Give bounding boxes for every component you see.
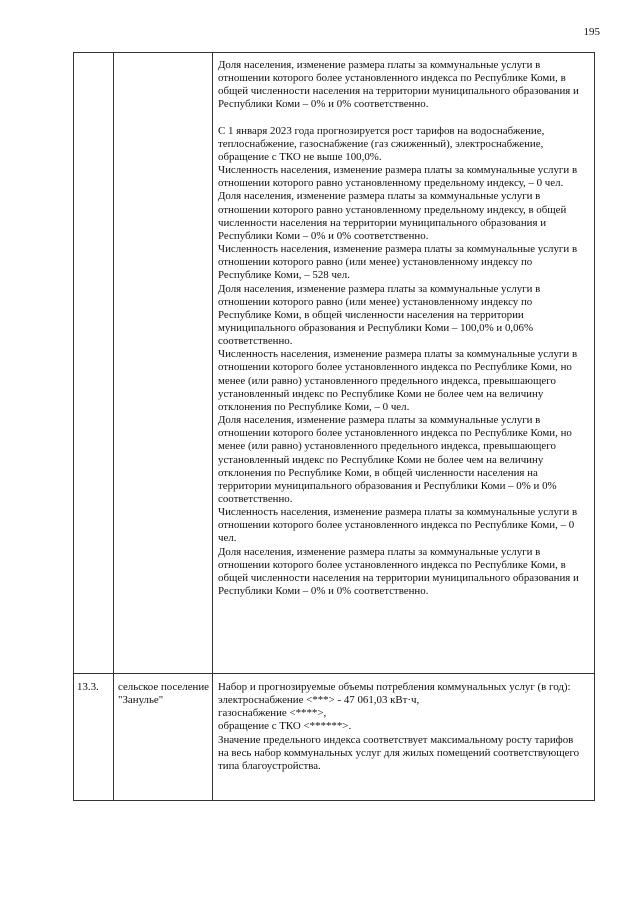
paragraph: газоснабжение <****>, <box>218 707 327 720</box>
paragraph: электроснабжение <***> - 47 061,03 кВт·ч, <box>218 694 420 707</box>
paragraph: Набор и прогнозируемые объемы потребления коммунальных услуг (в год): <box>218 681 571 693</box>
paragraph: Численность населения, изменение размера платы за коммунальные услуги в отношении которого равно (или менее) установленному индексу по Республике Коми, – 528 чел. <box>218 243 578 282</box>
paragraph: Доля населения, изменение размера платы за коммунальные услуги в отношении которого более установленного индекса по Республике Коми, в общей численности населения на территории муниципального образования и Республики Коми – 0% и 0% соответственно. <box>218 59 579 111</box>
table-bottom-border <box>73 800 594 801</box>
paragraph: Доля населения, изменение размера платы за коммунальные услуги в отношении которого более установленного индекса по Республике Коми, но менее (или равно) установленного предельного индекса, превышающего установленный индекс по Республике Коми не более чем на величину отклонения по Республике Коми, в общей численности населения на территории муниципального образования и Республики Коми – 0% и 0% соответственно. <box>218 414 572 505</box>
row-number: 13.3. <box>77 681 99 693</box>
paragraph: Численность населения, изменение размера платы за коммунальные услуги в отношении которого равно установленному предельному индексу, – 0 чел. <box>218 164 578 190</box>
column-divider-1 <box>113 52 114 801</box>
paragraph: Доля населения, изменение размера платы за коммунальные услуги в отношении которого равно (или менее) установленному индексу по Республике Коми, в общей численности населения на территории муниципального образования и Республики Коми – 100,0% и 0,06% соответственно. <box>218 282 541 348</box>
paragraph: Численность населения, изменение размера платы за коммунальные услуги в отношении которого более установленного индекса по Республике Коми, – 0 чел. <box>218 506 578 545</box>
table-top-border <box>73 52 594 53</box>
table-right-border <box>594 52 595 801</box>
paragraph: обращение с ТКО <******>. <box>218 720 352 733</box>
table-left-border <box>73 52 74 801</box>
paragraph: Доля населения, изменение размера платы за коммунальные услуги в отношении которого равно установленному предельному индексу, в общей численности населения на территории муниципального образования и Республики Коми – 0% и 0% соответственно. <box>218 190 567 242</box>
paragraph: С 1 января 2023 года прогнозируется рост тарифов на водоснабжение, теплоснабжение, газоснабжение (газ сжиженный), электроснабжение, обращение с ТКО не выше 100,0%. <box>218 124 545 163</box>
column-divider-2 <box>212 52 213 801</box>
row-divider <box>73 673 594 674</box>
page-number: 195 <box>583 26 600 38</box>
continued-row-cell <box>218 59 584 598</box>
paragraph: Доля населения, изменение размера платы за коммунальные услуги в отношении которого более установленного индекса по Республике Коми, в общей численности населения на территории муниципального образования и Республики Коми – 0% и 0% соответственно. <box>218 545 579 598</box>
row-13-3-content <box>218 681 584 773</box>
paragraph: Численность населения, изменение размера платы за коммунальные услуги в отношении которого более установленного индекса по Республике Коми, но менее (или равно) установленного предельного индекса, превышающего установленный индекс по Республике Коми не более чем на величину отклонения по Республике Коми, – 0 чел. <box>218 348 578 413</box>
paragraph: Значение предельного индекса соответствует максимальному росту тарифов на весь набор коммунальных услуг для жилых помещений соответствующего типа благоустройства. <box>218 733 580 772</box>
settlement-name: сельское поселение "Занулье" <box>118 681 210 707</box>
